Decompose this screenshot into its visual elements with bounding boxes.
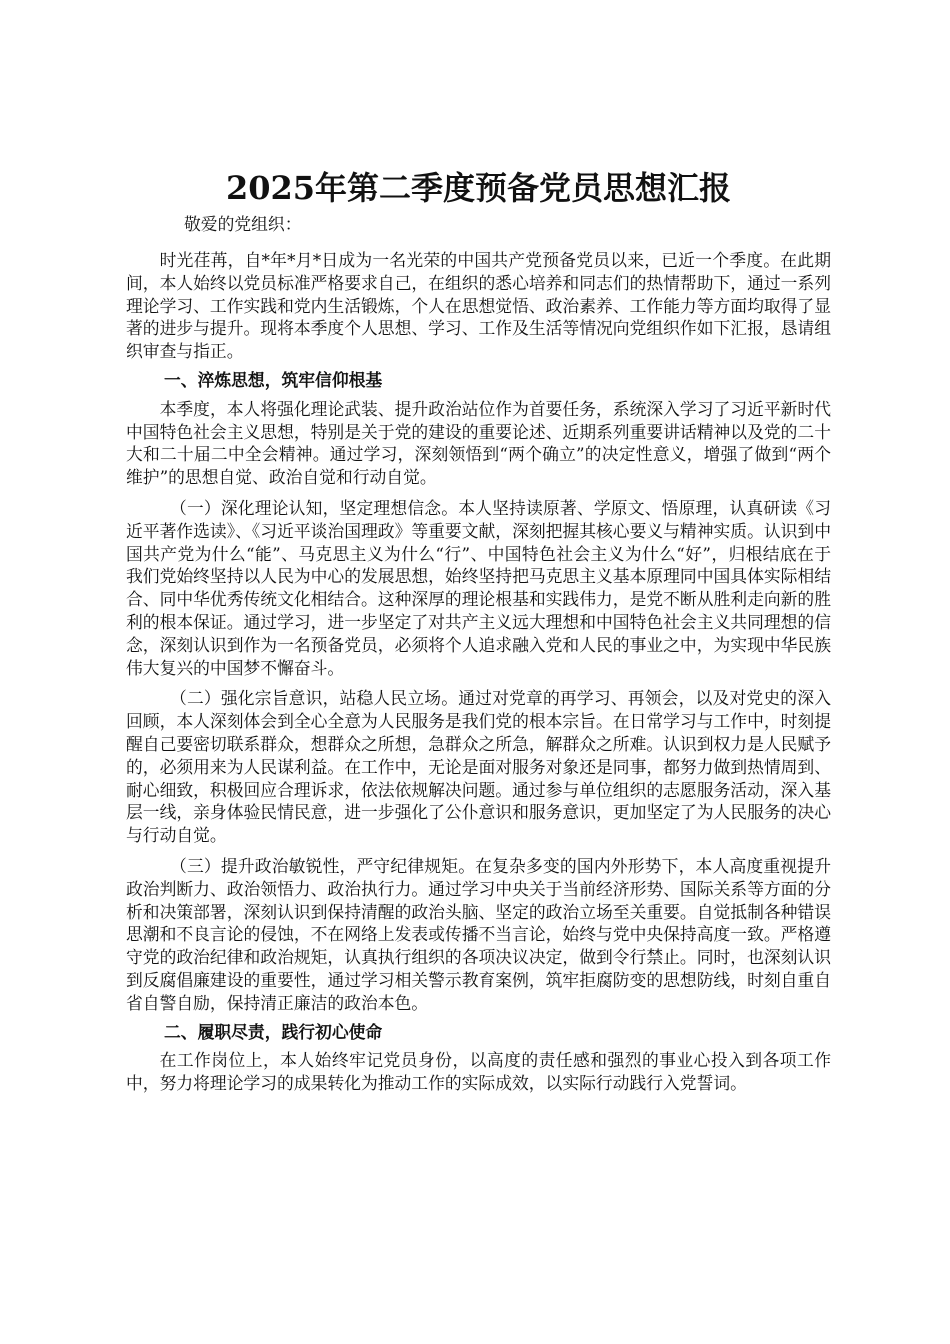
section-2-lead-paragraph: 在工作岗位上，本人始终牢记党员身份，以高度的责任感和强烈的事业心投入到各项工作中，努力将理论学习的成果转化为推动工作的实际成效，以实际行动践行入党誓词。 <box>126 1050 831 1094</box>
section-1-item-3-paragraph: （三）提升政治敏锐性，严守纪律规矩。在复杂多变的国内外形势下，本人高度重视提升政治判断力、政治领悟力、政治执行力。通过学习中央关于当前经济形势、国际关系等方面的分析和决策部署，深刻认识到保持清醒的政治头脑、坚定的政治立场至关重要。自觉抵制各种错误思潮和不良言论的侵蚀，不在网络上发表或传播不当言论，始终与党中央保持高度一致。严格遵守党的政治纪律和政治规矩，认真执行组织的各项决议决定，做到令行禁止。同时，也深刻认识到反腐倡廉建设的重要性，通过学习相关警示教育案例，筑牢拒腐防变的思想防线，时刻自重自省自警自励，保持清正廉洁的政治本色。 <box>126 855 831 1013</box>
section-1-heading: 一、淬炼思想，筑牢信仰根基 <box>164 369 383 390</box>
intro-paragraph: 时光荏苒，自*年*月*日成为一名光荣的中国共产党预备党员以来，已近一个季度。在此期间，本人始终以党员标准严格要求自己，在组织的悉心培养和同志们的热情帮助下，通过一系列理论学习、工作实践和党内生活锻炼，个人在思想觉悟、政治素养、工作能力等方面均取得了显著的进步与提升。现将本季度个人思想、学习、工作及生活等情况向党组织作如下汇报，恳请组织审查与指正。 <box>126 250 831 362</box>
section-1-item-2-paragraph: （二）强化宗旨意识，站稳人民立场。通过对党章的再学习、再领会，以及对党史的深入回顾，本人深刻体会到全心全意为人民服务是我们党的根本宗旨。在日常学习与工作中，时刻提醒自己要密切联系群众，想群众之所想，急群众之所急，解群众之所难。认识到权力是人民赋予的，必须用来为人民谋利益。在工作中，无论是面对服务对象还是同事，都努力做到热情周到、耐心细致，积极回应合理诉求，依法依规解决问题。通过参与单位组织的志愿服务活动，深入基层一线，亲身体验民情民意，进一步强化了公仆意识和服务意识，更加坚定了为人民服务的决心与行动自觉。 <box>126 688 831 846</box>
salutation: 敬爱的党组织： <box>184 214 302 234</box>
document-title: 2025年第二季度预备党员思想汇报 <box>225 169 732 207</box>
section-1-item-1-paragraph: （一）深化理论认知，坚定理想信念。本人坚持读原著、学原文、悟原理，认真研读《习近平著作选读》、《习近平谈治国理政》等重要文献，深刻把握其核心要义与精神实质。认识到中国共产党为什么“能”、马克思主义为什么“行”、中国特色社会主义为什么“好”，归根结底在于我们党始终坚持以人民为中心的发展思想，始终坚持把马克思主义基本原理同中国具体实际相结合、同中华优秀传统文化相结合。这种深厚的理论根基和实践伟力，是党不断从胜利走向新的胜利的根本保证。通过学习，进一步坚定了对共产主义远大理想和中国特色社会主义共同理想的信念，深刻认识到作为一名预备党员，必须将个人追求融入党和人民的事业之中，为实现中华民族伟大复兴的中国梦不懈奋斗。 <box>126 497 831 678</box>
section-2-heading: 二、履职尽责，践行初心使命 <box>164 1021 383 1042</box>
document-body <box>126 168 831 1095</box>
section-1-lead-paragraph: 本季度，本人将强化理论武装、提升政治站位作为首要任务，系统深入学习了习近平新时代中国特色社会主义思想，特别是关于党的建设的重要论述、近期系列重要讲话精神以及党的二十大和二十届二中全会精神。通过学习，深刻领悟到“两个确立”的决定性意义，增强了做到“两个维护”的思想自觉、政治自觉和行动自觉。 <box>126 398 831 488</box>
